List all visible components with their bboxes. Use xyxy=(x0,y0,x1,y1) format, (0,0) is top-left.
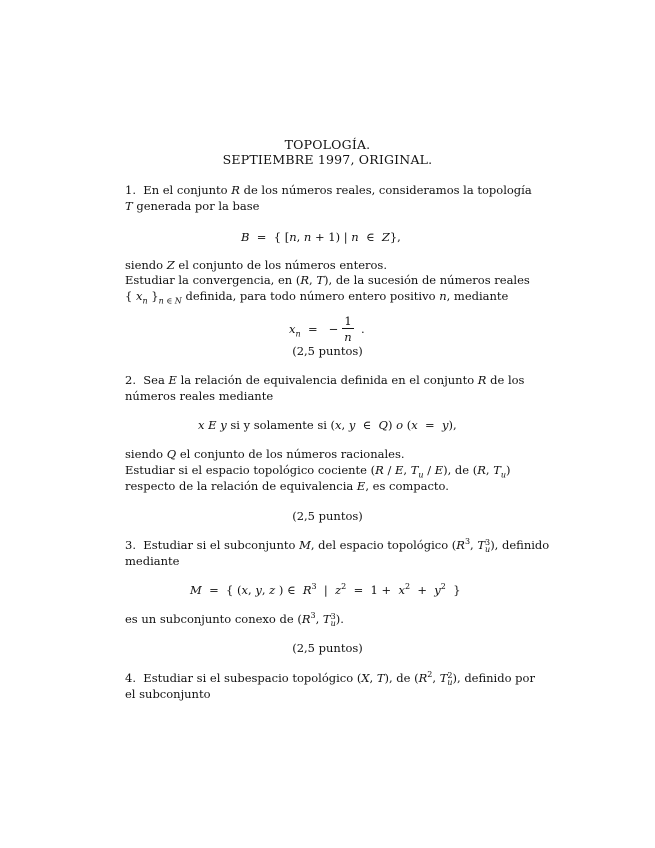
text: la relación de equivalencia definida en el conjunto xyxy=(180,373,475,387)
text: En el conjunto xyxy=(143,183,228,197)
math-operator: ( xyxy=(406,418,412,432)
problem-2-line-1 xyxy=(125,373,524,387)
problem-1-points: (2,5 puntos) xyxy=(292,344,363,358)
text: de los xyxy=(490,373,525,387)
problem-2-equation xyxy=(198,418,457,432)
problem-1-line-3 xyxy=(125,258,387,272)
math-symbol: E xyxy=(394,463,404,477)
math-symbol: T xyxy=(376,671,385,685)
text: o xyxy=(396,418,404,432)
math-symbol: R xyxy=(302,583,312,597)
math-superscript: 2 xyxy=(427,670,433,680)
math-symbol: E xyxy=(208,418,217,432)
math-symbol: R xyxy=(375,463,384,477)
page-title: TOPOLOGÍA. xyxy=(284,137,371,152)
math-operator: . xyxy=(361,322,365,336)
text: ), de la sucesión de números reales xyxy=(324,273,530,287)
math-operator: ) xyxy=(387,418,393,432)
text: siendo xyxy=(125,447,164,461)
fraction xyxy=(342,314,354,344)
math-superscript: 3 xyxy=(311,582,317,592)
math-superscript: 3 xyxy=(485,538,491,547)
math-operator: = xyxy=(209,583,219,597)
math-operator: , xyxy=(296,230,301,244)
math-subscript: n xyxy=(142,296,148,306)
text: Sea xyxy=(143,373,165,387)
problem-3-line-2: mediante xyxy=(125,554,180,568)
problem-number: 4. xyxy=(125,671,136,685)
math-operator: + 1) | xyxy=(315,230,348,244)
problem-1-line-1 xyxy=(125,183,532,197)
math-symbol: y xyxy=(255,583,262,597)
text: generada por la base xyxy=(136,199,260,213)
text: ), definido por xyxy=(452,671,535,685)
math-symbol: R xyxy=(418,671,428,685)
math-operator: = xyxy=(256,230,267,244)
problem-number: 2. xyxy=(125,373,136,387)
math-operator: }, xyxy=(389,230,401,244)
math-symbol: T xyxy=(410,463,419,477)
problem-3-line-3 xyxy=(125,612,344,627)
text: respecto de la relación de equivalencia xyxy=(125,479,354,493)
math-operator: 1 + xyxy=(370,583,392,597)
math-symbol: y xyxy=(441,418,449,432)
fraction-bar xyxy=(342,328,354,329)
fraction-denominator: n xyxy=(344,330,352,344)
math-symbol: n xyxy=(351,230,359,244)
math-symbol: n xyxy=(303,230,312,244)
math-symbol: E xyxy=(356,479,366,493)
math-symbol: z xyxy=(269,583,276,597)
math-operator: { [ xyxy=(273,230,290,244)
text: el conjunto de los números racionales. xyxy=(179,447,405,461)
text: Estudiar si el subconjunto xyxy=(143,538,296,552)
math-operator: / xyxy=(427,463,432,477)
math-symbol: y xyxy=(434,583,441,597)
math-symbol: R xyxy=(456,538,465,552)
problem-3-equation xyxy=(190,583,461,597)
math-operator: / xyxy=(387,463,392,477)
text: ), definido xyxy=(490,538,550,552)
math-subscript: u xyxy=(418,470,424,480)
problem-3-line-1 xyxy=(125,538,549,553)
math-symbol: X xyxy=(361,671,370,685)
math-symbol: T xyxy=(493,463,501,477)
math-symbol: x xyxy=(335,418,342,432)
problem-1-equation-base xyxy=(241,230,401,244)
math-symbol: Z xyxy=(166,258,175,272)
math-operator: | xyxy=(323,583,328,597)
page-subtitle: SEPTIEMBRE 1997, ORIGINAL. xyxy=(222,152,433,167)
math-subscript: n xyxy=(295,329,301,339)
math-symbol: y xyxy=(220,418,227,432)
problem-3-points: (2,5 puntos) xyxy=(292,641,363,655)
math-operator: , xyxy=(369,671,374,685)
math-symbol: E xyxy=(434,463,444,477)
math-operator: = xyxy=(425,418,435,432)
math-operator: ∈ xyxy=(362,418,372,432)
problem-4-line-1 xyxy=(125,671,535,686)
problem-2-line-2: números reales mediante xyxy=(125,389,274,403)
text: Estudiar la convergencia, en ( xyxy=(125,273,301,287)
text: el conjunto de los números enteros. xyxy=(178,258,387,272)
math-subscript: u xyxy=(330,619,336,628)
math-symbol: T xyxy=(477,538,486,552)
math-operator: , xyxy=(485,463,490,477)
text: definida, para todo número entero positivo xyxy=(185,289,436,303)
problem-2-line-3 xyxy=(125,447,405,461)
math-operator: + xyxy=(417,583,427,597)
math-symbol: R xyxy=(300,273,310,287)
math-operator: ) ∈ xyxy=(278,583,296,597)
math-subscript: u xyxy=(447,678,453,687)
math-symbol: x xyxy=(198,418,205,432)
text: ) xyxy=(506,463,511,477)
math-operator: ), xyxy=(448,418,457,432)
text: ), de ( xyxy=(384,671,419,685)
problem-1-line-4 xyxy=(125,273,530,287)
math-symbol: R xyxy=(477,373,487,387)
math-superscript: 3 xyxy=(330,612,336,621)
math-symbol: B xyxy=(241,230,250,244)
math-subscript: u xyxy=(500,470,507,480)
math-superscript: 3 xyxy=(464,537,471,547)
math-symbol: T xyxy=(125,199,133,213)
problem-1-line-5 xyxy=(125,289,509,306)
math-superscript: 2 xyxy=(404,582,411,592)
problem-4-line-2: el subconjunto xyxy=(125,687,211,701)
math-operator: , xyxy=(315,612,320,626)
math-operator: − xyxy=(328,322,339,336)
text: ), de ( xyxy=(443,463,478,477)
math-operator: { ( xyxy=(226,583,242,597)
problem-2-line-5 xyxy=(125,479,449,493)
math-operator: } xyxy=(151,289,159,303)
math-symbol: T xyxy=(322,612,331,626)
math-superscript: 3 xyxy=(310,611,316,621)
math-subscript: n ∈ N xyxy=(158,296,182,306)
math-symbol: n xyxy=(439,289,447,303)
math-operator: , xyxy=(403,463,408,477)
math-symbol: x xyxy=(398,583,405,597)
math-symbol: M xyxy=(190,583,202,597)
math-operator: { xyxy=(125,289,133,303)
math-operator: , xyxy=(341,418,346,432)
math-operator: , xyxy=(470,538,474,552)
math-operator: , xyxy=(261,583,266,597)
text: Estudiar si el espacio topológico cociente ( xyxy=(125,463,376,477)
math-symbol: E xyxy=(168,373,177,387)
text: , mediante xyxy=(446,289,509,303)
math-symbol: x xyxy=(289,322,296,336)
text: si y solamente si ( xyxy=(230,418,336,432)
text: es un subconjunto conexo de ( xyxy=(125,612,302,626)
math-superscript: 2 xyxy=(447,671,453,680)
math-symbol: M xyxy=(299,538,311,552)
problem-1-equation-sequence xyxy=(289,322,339,339)
text: siendo xyxy=(125,258,164,272)
math-symbol: R xyxy=(477,463,486,477)
math-symbol: x xyxy=(135,289,143,303)
problem-1-line-2 xyxy=(125,199,260,213)
math-symbol: z xyxy=(335,583,342,597)
math-operator: ∈ xyxy=(366,230,375,244)
text: , xyxy=(309,273,313,287)
problem-number: 3. xyxy=(125,538,136,552)
text: , del espacio topológico ( xyxy=(310,538,457,552)
math-operator: = xyxy=(353,583,364,597)
text: ). xyxy=(335,612,344,626)
text: , es compacto. xyxy=(365,479,449,493)
math-symbol: n xyxy=(289,230,297,244)
math-operator: , xyxy=(248,583,252,597)
text: de los números reales, consideramos la topología xyxy=(243,183,532,197)
math-subscript: u xyxy=(485,545,491,554)
problem-number: 1. xyxy=(125,183,136,197)
problem-2-line-4 xyxy=(125,463,511,480)
text: Estudiar si el subespacio topológico ( xyxy=(143,671,362,685)
math-symbol: T xyxy=(316,273,325,287)
math-symbol: R xyxy=(231,183,240,197)
fraction-numerator: 1 xyxy=(344,314,352,328)
math-symbol: y xyxy=(348,418,356,432)
math-symbol: Q xyxy=(166,447,177,461)
math-operator: = xyxy=(307,322,318,336)
math-symbol: Z xyxy=(381,230,390,244)
problem-2-points: (2,5 puntos) xyxy=(292,509,363,523)
math-symbol: Q xyxy=(378,418,388,432)
math-symbol: x xyxy=(241,583,249,597)
math-symbol: x xyxy=(411,418,418,432)
math-operator: } xyxy=(453,583,461,597)
math-symbol: R xyxy=(301,612,311,626)
math-superscript: 2 xyxy=(440,582,446,592)
math-superscript: 2 xyxy=(341,582,347,592)
math-operator: , xyxy=(432,671,437,685)
math-symbol: T xyxy=(439,671,448,685)
